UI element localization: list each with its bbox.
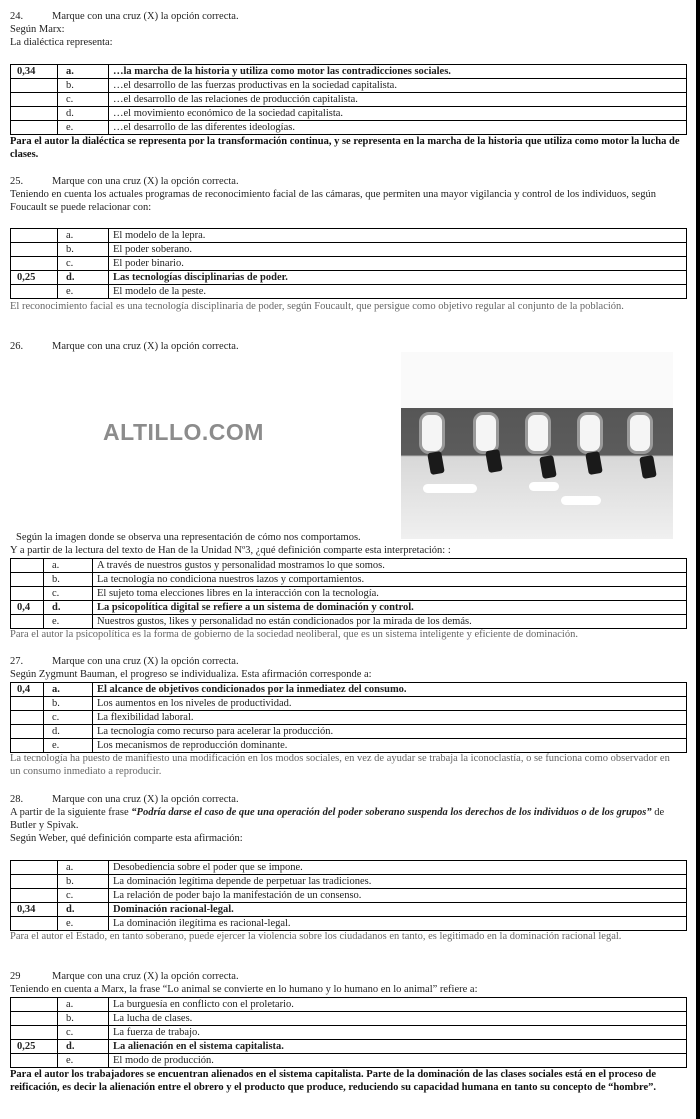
q24-option-row-c[interactable]	[11, 93, 687, 107]
q24-header	[10, 11, 239, 23]
option-score	[11, 917, 58, 931]
q29-option-row-b[interactable]	[11, 1012, 687, 1026]
q24-option-row-e[interactable]	[11, 121, 687, 135]
q24-option-row-d[interactable]	[11, 107, 687, 121]
option-letter: b.	[58, 79, 109, 93]
option-text: El poder soberano.	[109, 243, 687, 257]
option-score	[11, 739, 44, 753]
option-letter: c.	[58, 93, 109, 107]
option-text: …el desarrollo de las diferentes ideologías.	[109, 121, 687, 135]
q27-option-row-e[interactable]	[11, 739, 687, 753]
photo-passenger	[485, 449, 503, 473]
option-letter: a.	[58, 65, 109, 79]
option-score	[11, 711, 44, 725]
q28-prompt	[10, 807, 682, 832]
option-text: El sujeto toma elecciones libres en la interacción con la tecnología.	[93, 587, 687, 601]
option-letter: a.	[58, 998, 109, 1012]
q29-option-row-c[interactable]	[11, 1026, 687, 1040]
option-score	[11, 285, 58, 299]
q29-header	[10, 971, 239, 983]
q27-feedback: La tecnología ha puesto de manifiesto una modificación en los modos sociales, en vez de ayudar se trabaja la iconoclastía, o se funciona como observador en un consumo inmediato a reproducir.	[10, 753, 670, 777]
option-text: La psicopolítica digital se refiere a un sistema de dominación y control.	[93, 601, 687, 615]
q26-number: 26.	[10, 341, 24, 352]
option-text: Las tecnologías disciplinarias de poder.	[109, 271, 687, 285]
q24-options-table	[10, 64, 687, 135]
q26-option-row-b[interactable]	[11, 573, 687, 587]
q25-option-row-e[interactable]	[11, 285, 687, 299]
option-text: La dominación ilegítima es racional-legal.	[109, 917, 687, 931]
option-score: 0,25	[11, 1040, 58, 1054]
option-text: La fuerza de trabajo.	[109, 1026, 687, 1040]
option-score: 0,34	[11, 65, 58, 79]
q29-number: 29	[10, 971, 21, 982]
q29-prompt: Teniendo en cuenta a Marx, la frase “Lo animal se convierte en lo humano y lo humano en lo animal” refiere a:	[10, 984, 478, 995]
q28-feedback: Para el autor el Estado, en tanto soberano, puede ejercer la violencia sobre los ciudadanos en tanto, es legitimado en la dominación racional legal.	[10, 931, 622, 942]
option-score	[11, 243, 58, 257]
photo-pillow	[529, 482, 559, 491]
q25-header	[10, 176, 239, 188]
option-text: El modelo de la lepra.	[109, 229, 687, 243]
q25-option-row-b[interactable]	[11, 243, 687, 257]
photo-ceiling	[401, 352, 673, 408]
option-text: …el desarrollo de las relaciones de producción capitalista.	[109, 93, 687, 107]
q29-option-row-e[interactable]	[11, 1054, 687, 1068]
option-text: Nuestros gustos, likes y personalidad no están condicionados por la mirada de los demás.	[93, 615, 687, 629]
option-text: …la marcha de la historia y utiliza como motor las contradicciones sociales.	[109, 65, 687, 79]
q24-line2: La dialéctica representa:	[10, 37, 113, 48]
q28-option-row-c[interactable]	[11, 889, 687, 903]
option-letter: b.	[44, 697, 93, 711]
q24-option-row-b[interactable]	[11, 79, 687, 93]
q25-option-row-d[interactable]	[11, 271, 687, 285]
option-text: Los mecanismos de reproducción dominante.	[93, 739, 687, 753]
q28-option-row-d[interactable]	[11, 903, 687, 917]
q26-option-row-c[interactable]	[11, 587, 687, 601]
option-text: Los aumentos en los niveles de productividad.	[93, 697, 687, 711]
option-score	[11, 93, 58, 107]
option-letter: c.	[44, 711, 93, 725]
option-score	[11, 107, 58, 121]
q26-options-table	[10, 558, 687, 629]
q24-instruction: Marque con una cruz (X) la opción correcta.	[52, 11, 239, 22]
option-text: Dominación racional-legal.	[109, 903, 687, 917]
option-letter: b.	[58, 243, 109, 257]
q25-option-row-c[interactable]	[11, 257, 687, 271]
option-text: La lucha de clases.	[109, 1012, 687, 1026]
photo-passenger	[585, 451, 603, 475]
q25-prompt: Teniendo en cuenta los actuales programas de reconocimiento facial de las cámaras, que permiten una mayor vigilancia y control de los individuos, según Foucault se puede relacionar con:	[10, 189, 656, 213]
q28-header	[10, 794, 239, 806]
option-letter: b.	[58, 875, 109, 889]
q29-option-row-d[interactable]	[11, 1040, 687, 1054]
option-score	[11, 121, 58, 135]
q28-option-row-e[interactable]	[11, 917, 687, 931]
option-score	[11, 889, 58, 903]
q25-instruction: Marque con una cruz (X) la opción correcta.	[52, 176, 239, 187]
option-letter: a.	[58, 861, 109, 875]
option-letter: c.	[58, 1026, 109, 1040]
right-edge-bar	[696, 0, 700, 1119]
q29-options-table	[10, 997, 687, 1068]
q28-instruction: Marque con una cruz (X) la opción correcta.	[52, 794, 239, 805]
q26-caption: Según la imagen donde se observa una representación de cómo nos comportamos.	[16, 532, 361, 543]
q28-option-row-b[interactable]	[11, 875, 687, 889]
q25-options-table	[10, 228, 687, 299]
option-score	[11, 615, 44, 629]
option-score	[11, 559, 44, 573]
option-score: 0,34	[11, 903, 58, 917]
option-letter: d.	[58, 271, 109, 285]
option-text: El poder binario.	[109, 257, 687, 271]
q28-prompt2: Según Weber, qué definición comparte esta afirmación:	[10, 833, 243, 844]
q29-feedback: Para el autor los trabajadores se encuentran alienados en el sistema capitalista. Parte de la dominación de las clases sociales está en el proceso de reificación, es decir la alienación entre el obrero y el producto que produce, reduciendo su capacidad humana en tanto su concepto de “hombre”.	[10, 1069, 657, 1093]
photo-passenger	[639, 455, 657, 479]
q25-feedback: El reconocimiento facial es una tecnología disciplinaria de poder, según Foucault, que persigue como objetivo regular al conjunto de la población.	[10, 301, 624, 312]
q28-prompt-end: de Butler y Spivak.	[10, 807, 665, 831]
option-score	[11, 1026, 58, 1040]
q27-option-row-d[interactable]	[11, 725, 687, 739]
option-letter: e.	[58, 285, 109, 299]
watermark-logo: ALTILLO.COM	[103, 419, 264, 445]
option-letter: b.	[44, 573, 93, 587]
option-text: La burguesía en conflicto con el proletario.	[109, 998, 687, 1012]
option-score: 0,4	[11, 683, 44, 697]
q27-instruction: Marque con una cruz (X) la opción correcta.	[52, 656, 239, 667]
option-letter: e.	[44, 615, 93, 629]
option-text: …el desarrollo de las fuerzas productivas en la sociedad capitalista.	[109, 79, 687, 93]
q27-options-table	[10, 682, 687, 753]
option-letter: e.	[58, 1054, 109, 1068]
option-letter: e.	[44, 739, 93, 753]
option-letter: d.	[58, 1040, 109, 1054]
option-text: La flexibilidad laboral.	[93, 711, 687, 725]
q27-option-row-b[interactable]	[11, 697, 687, 711]
photo-window	[525, 412, 551, 454]
option-text: El alcance de objetivos condicionados por la inmediatez del consumo.	[93, 683, 687, 697]
photo-pillow	[423, 484, 477, 493]
q26-option-row-a[interactable]	[11, 559, 687, 573]
q27-prompt: Según Zygmunt Bauman, el progreso se individualiza. Esta afirmación corresponde a:	[10, 669, 372, 680]
option-letter: e.	[58, 121, 109, 135]
q24-line1: Según Marx:	[10, 24, 65, 35]
option-letter: c.	[58, 889, 109, 903]
q25-option-row-a[interactable]	[11, 229, 687, 243]
q24-option-row-a[interactable]	[11, 65, 687, 79]
photo-window	[419, 412, 445, 454]
option-text: La tecnología como recurso para acelerar la producción.	[93, 725, 687, 739]
option-score: 0,25	[11, 271, 58, 285]
option-score: 0,4	[11, 601, 44, 615]
q28-number: 28.	[10, 794, 24, 805]
q26-header	[10, 341, 239, 353]
option-text: La tecnología no condiciona nuestros lazos y comportamientos.	[93, 573, 687, 587]
option-letter: a.	[44, 683, 93, 697]
q26-option-row-d[interactable]	[11, 601, 687, 615]
option-text: La alienación en el sistema capitalista.	[109, 1040, 687, 1054]
option-score	[11, 725, 44, 739]
photo-pillow	[561, 496, 601, 505]
option-letter: c.	[44, 587, 93, 601]
q24-feedback: Para el autor la dialéctica se representa por la transformación continua, y se representa en la marcha de la historia que utiliza como motor la lucha de clases.	[10, 136, 680, 160]
q26-feedback: Para el autor la psicopolítica es la forma de gobierno de la sociedad neoliberal, que es un sistema inteligente y eficiente de dominación.	[10, 629, 578, 640]
photo-window	[473, 412, 499, 454]
photo-passenger	[427, 451, 445, 475]
option-text: A través de nuestros gustos y personalidad mostramos lo que somos.	[93, 559, 687, 573]
option-text: El modo de producción.	[109, 1054, 687, 1068]
q25-number: 25.	[10, 176, 24, 187]
q27-number: 27.	[10, 656, 24, 667]
option-letter: d.	[58, 107, 109, 121]
option-letter: a.	[44, 559, 93, 573]
q28-option-row-a[interactable]	[11, 861, 687, 875]
option-score	[11, 875, 58, 889]
q28-prompt-start: A partir de la siguiente frase	[10, 807, 132, 818]
option-text: Desobediencia sobre el poder que se impone.	[109, 861, 687, 875]
q28-quote: “Podría darse el caso de que una operación del poder soberano suspenda los derechos de los individuos o de los grupos”	[131, 807, 652, 818]
option-letter: a.	[58, 229, 109, 243]
q27-option-row-a[interactable]	[11, 683, 687, 697]
option-score	[11, 229, 58, 243]
option-score	[11, 1012, 58, 1026]
option-letter: d.	[44, 725, 93, 739]
q26-instruction: Marque con una cruz (X) la opción correcta.	[52, 341, 239, 352]
photo-passenger	[539, 455, 557, 479]
option-text: La relación de poder bajo la manifestación de un consenso.	[109, 889, 687, 903]
q29-option-row-a[interactable]	[11, 998, 687, 1012]
q26-prompt: Y a partir de la lectura del texto de Han de la Unidad Nº3, ¿qué definición comparte esta interpretación: :	[10, 545, 451, 556]
q27-header	[10, 656, 239, 668]
option-score	[11, 861, 58, 875]
option-score	[11, 1054, 58, 1068]
option-score	[11, 257, 58, 271]
option-letter: d.	[58, 903, 109, 917]
option-letter: b.	[58, 1012, 109, 1026]
photo-window	[577, 412, 603, 454]
option-letter: e.	[58, 917, 109, 931]
option-score	[11, 587, 44, 601]
option-text: La dominación legítima depende de perpetuar las tradiciones.	[109, 875, 687, 889]
option-letter: c.	[58, 257, 109, 271]
option-text: …el movimiento económico de la sociedad capitalista.	[109, 107, 687, 121]
q26-option-row-e[interactable]	[11, 615, 687, 629]
option-score	[11, 79, 58, 93]
q27-option-row-c[interactable]	[11, 711, 687, 725]
q24-number: 24.	[10, 11, 24, 22]
photo-window	[627, 412, 653, 454]
option-score	[11, 998, 58, 1012]
q28-options-table	[10, 860, 687, 931]
option-score	[11, 573, 44, 587]
q29-instruction: Marque con una cruz (X) la opción correcta.	[52, 971, 239, 982]
passengers-photo	[401, 352, 673, 539]
option-letter: d.	[44, 601, 93, 615]
option-score	[11, 697, 44, 711]
option-text: El modelo de la peste.	[109, 285, 687, 299]
